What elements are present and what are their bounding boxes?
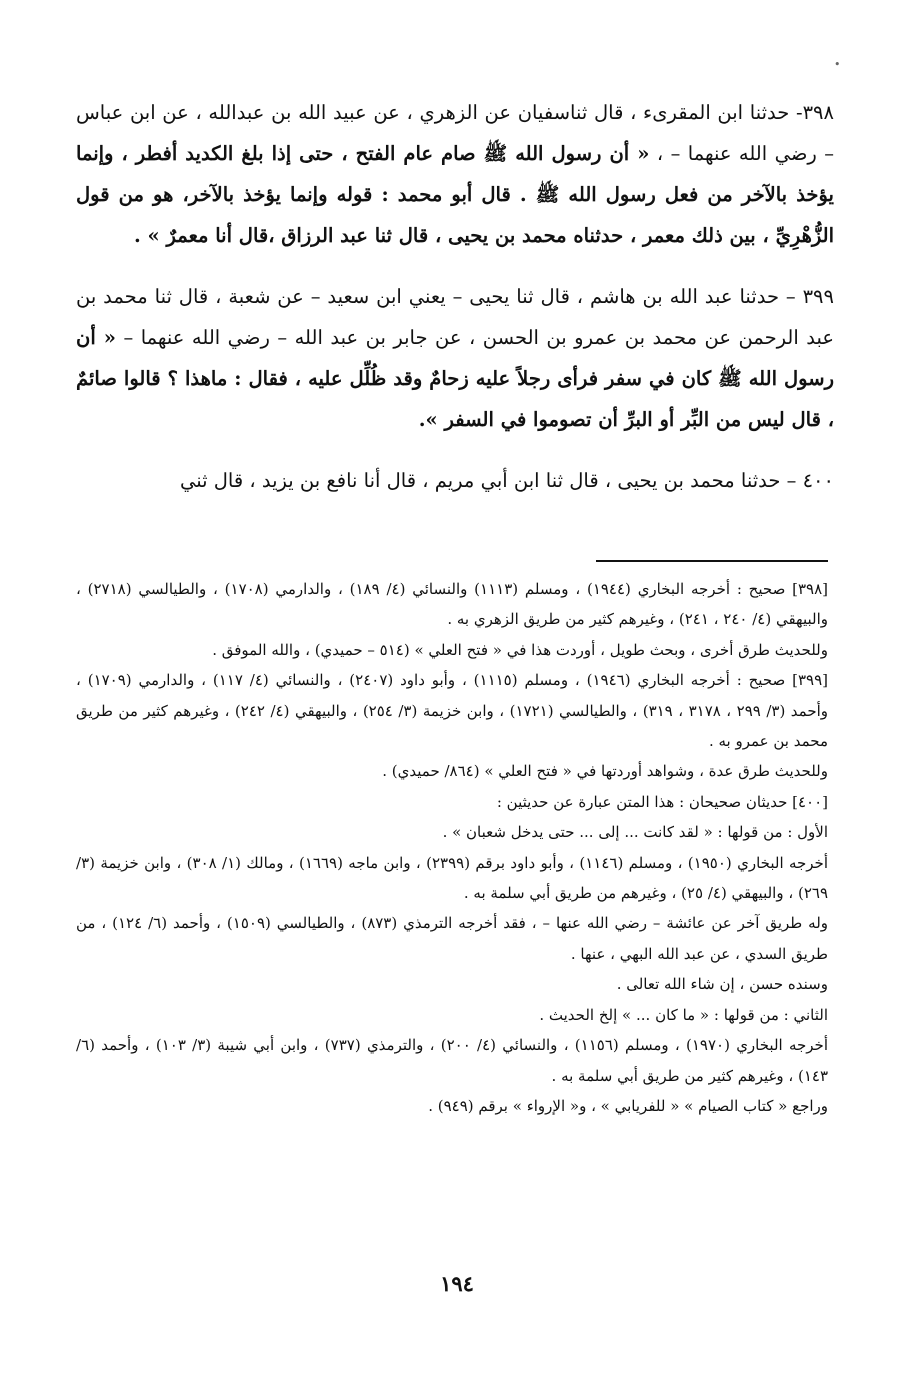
footnote-400-second: الثاني : من قولها : « ما كان ... » إلخ الحديث .	[539, 1005, 828, 1024]
scan-speck: •	[834, 58, 841, 71]
page-number: ١٩٤	[440, 1271, 474, 1296]
footnote-398-extra: وللحديث طرق أخرى ، وبحث طويل ، أوردت هذا في « فتح العلي » (٥١٤ – حميدي) ، والله الموفق .	[212, 640, 828, 659]
hadith-398-matn: « أن رسول الله ﷺ صام عام الفتح ، حتى إذا بلغ الكديد أفطر ، وإنما يؤخذ بالآخر من فعل رسول الله ﷺ . قال أبو محمد : قوله وإنما يؤخذ بالآخر، هو من قول الزُّهْرِيِّ ، بين ذلك معمر ، حدثناه محمد بن يحيى ، قال ثنا عبد الرزاق ،قال أنا معمرٌ » .	[76, 142, 834, 247]
hadith-399-chain: ٣٩٩ – حدثنا عبد الله بن هاشم ، قال ثنا يحيى – يعني ابن سعيد – عن شعبة ، قال ثنا محمد بن عبد الرحمن عن محمد بن عمرو بن الحسن ، عن جابر بن عبد الله – رضي الله عنهما –	[76, 285, 834, 349]
footnote-400: [٤٠٠] حديثان صحيحان : هذا المتن عبارة عن حديثين :	[496, 792, 828, 811]
hadith-399	[76, 276, 834, 440]
footnote-398: [٣٩٨] صحيح : أخرجه البخاري (١٩٤٤) ، ومسلم (١١١٣) والنسائي (٤/ ١٨٩) ، والدارمي (١٧٠٨) ، والطيالسي (٢٧١٨) ، والبيهقي (٤/ ٢٤٠ ، ٢٤١) ، وغيرهم كثير من طريق الزهري به .	[76, 580, 828, 629]
footnote-399-extra: وللحديث طرق عدة ، وشواهد أوردتها في « فتح العلي » (٨٦٤/ حميدي) .	[382, 762, 828, 781]
footnote-400-first: الأول : من قولها : « لقد كانت ... إلى ... حتى يدخل شعبان » .	[442, 823, 828, 842]
footnote-divider	[596, 560, 828, 562]
footnote-399: [٣٩٩] صحيح : أخرجه البخاري (١٩٤٦) ، ومسلم (١١١٥) ، وأبو داود (٢٤٠٧) ، والنسائي (٤/ ١١٧) ، والدارمي (١٧٠٩) ، وأحمد (٣/ ٢٩٩ ، ٣١٧٨ ، ٣١٩) ، والطيالسي (١٧٢١) ، وابن خزيمة (٣/ ٢٥٤) ، والبيهقي (٤/ ٢٤٢) ، وغيرهم كثير من طريق محمد بن عمرو به .	[76, 671, 829, 751]
footnote-400-first-other-route: وله طريق آخر عن عائشة – رضي الله عنها – ، فقد أخرجه الترمذي (٨٧٣) ، والطيالسي (١٥٠٩) ، وأحمد (٦/ ١٢٤) ، من طريق السدي ، عن عبد الله البهي ، عنها .	[76, 914, 829, 963]
hadith-398	[76, 92, 834, 256]
footnotes	[76, 574, 828, 1121]
hadith-400	[76, 460, 834, 501]
main-text	[76, 92, 834, 501]
footnote-400-first-sources: أخرجه البخاري (١٩٥٠) ، ومسلم (١١٤٦) ، وأبو داود برقم (٢٣٩٩) ، وابن ماجه (١٦٦٩) ، ومالك (١/ ٣٠٨) ، وابن خزيمة (٣/ ٢٦٩) ، والبيهقي (٤/ ٢٥) ، وغيرهم من طريق أبي سلمة به .	[76, 853, 828, 903]
footnote-400-refer: وراجع « كتاب الصيام » « للفريابي » ، و« الإرواء » برقم (٩٤٩) .	[428, 1096, 828, 1115]
hadith-400-chain: ٤٠٠ – حدثنا محمد بن يحيى ، قال ثنا ابن أبي مريم ، قال أنا نافع بن يزيد ، قال ثني	[179, 469, 834, 492]
hadith-398-chain: ٣٩٨- حدثنا ابن المقرىء ، قال ثناسفيان عن الزهري ، عن عبيد الله بن عبدالله ، عن ابن عباس – رضي الله عنهما – ،	[76, 101, 834, 165]
footnote-400-second-sources: أخرجه البخاري (١٩٧٠) ، ومسلم (١١٥٦) ، والنسائي (٤/ ٢٠٠) ، والترمذي (٧٣٧) ، وابن أبي شيبة (٣/ ١٠٣) ، وأحمد (٦/ ١٤٣) ، وغيرهم كثير من طريق أبي سلمة به .	[76, 1036, 828, 1085]
footnote-400-first-grade: وسنده حسن ، إن شاء الله تعالى .	[616, 975, 828, 994]
hadith-399-matn: « أن رسول الله ﷺ كان في سفر فرأى رجلاً عليه زحامٌ وقد ظُلِّل عليه ، فقال : ماهذا ؟ قالوا صائمٌ ، قال ليس من البِّر أو البرِّ أن تصوموا في السفر ».	[76, 326, 834, 431]
